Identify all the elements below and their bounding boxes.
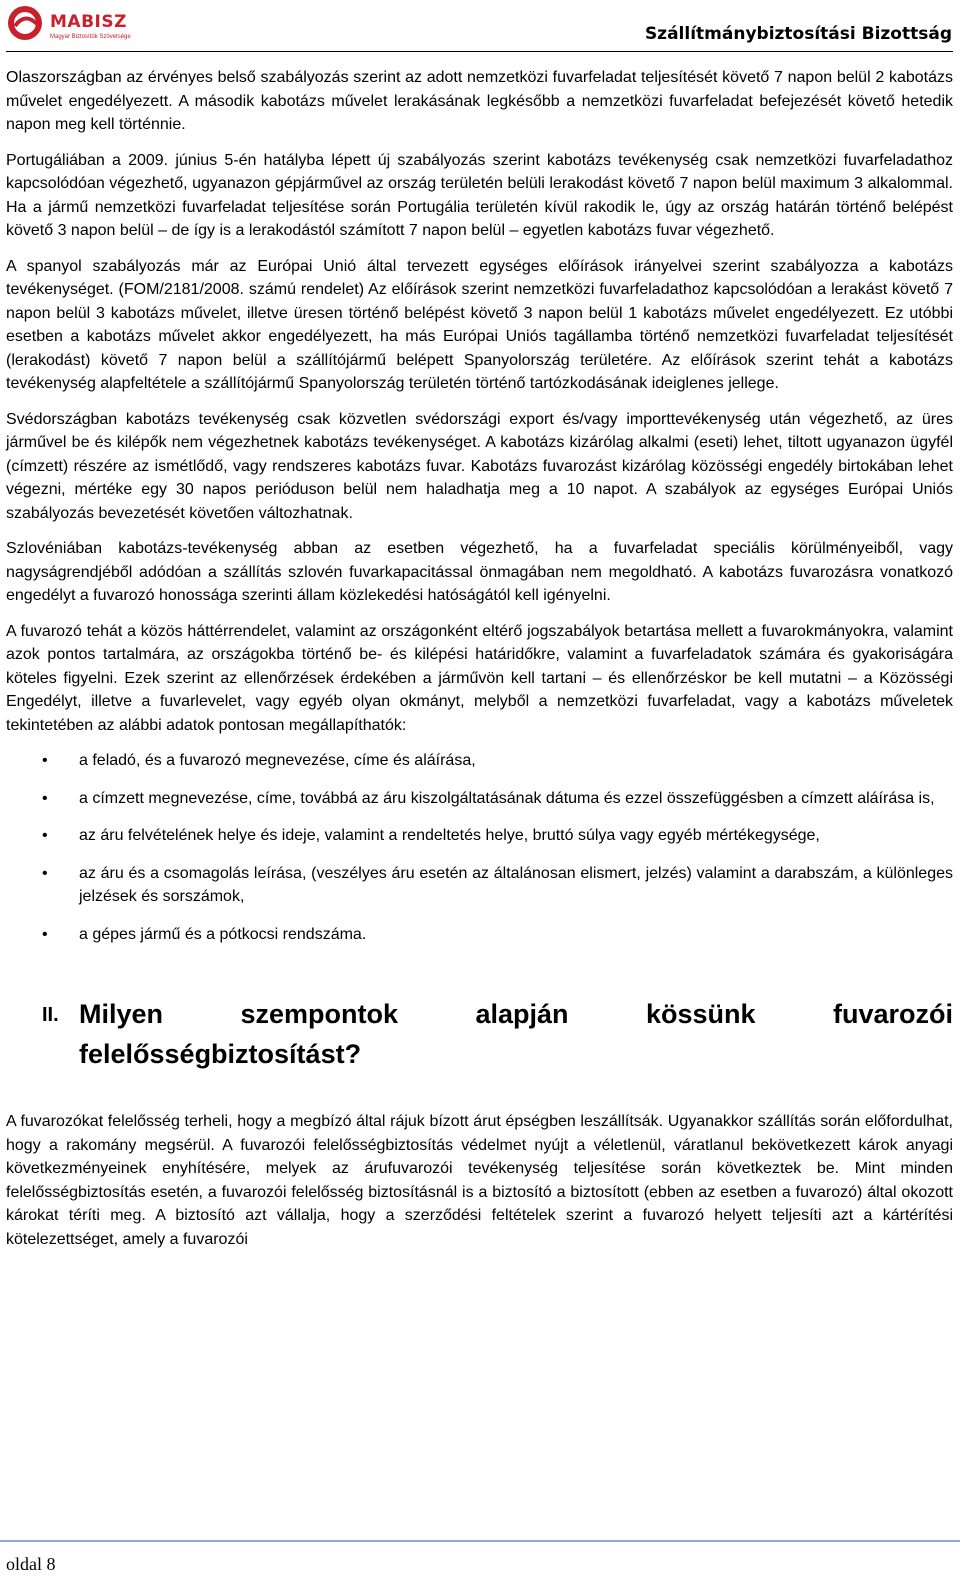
page-header <box>0 0 960 60</box>
paragraph-liability: A fuvarozókat felelősség terheli, hogy a megbízó által rájuk bízott árut épségben leszállítsák. Ugyanakkor szállítás során előfordulhat, hogy a rakomány megsérül. A fuvarozói felelősségbiztosítás védelmet nyújt a véletlenül, váratlanul bekövetkezett károk anyagi következményeinek enyhítésére, melyek az árufuvarozói tevékenység teljesítése során következtek be. Mint minden felelősségbiztosítás esetén, a fuvarozói felelősség biztosításnál is a biztosító a biztosított (ebben az esetben a fuvarozó) által okozott károkat téríti meg. A biztosító azt vállalja, hogy a szerződési feltételek szerint a fuvarozó helyett teljesíti azt a kártérítési kötelezettséget, amely a fuvarozói <box>6 1113 953 1248</box>
list-item-text: az áru és a csomagolás leírása, (veszélyes áru esetén az általánosan elismert, jelzés) valamint a darabszám, a különleges jelzések és sorszámok, <box>79 864 953 905</box>
header-divider <box>6 51 953 52</box>
list-item-text: az áru felvételének helye és ideje, valamint a rendeltetés helye, bruttó súlya vagy egyéb mértékegysége, <box>79 827 820 844</box>
section-number: II. <box>42 1004 59 1026</box>
paragraph-summary: A fuvarozó tehát a közös háttérrendelet, valamint az országonként eltérő jogszabályok betartása mellett a fuvarokmányokra, valamint azok pontos tartalmára, az országokba történő be- és kilépési határidőkre, valamint a fuvarfeladatok számára és gyakoriságára köteles figyelni. Ezek szerint az ellenőrzések érdekében a járművön kell tartani – és ellenőrzéskor be kell mutatni – a Közösségi Engedélyt, illetve a fuvarlevelet, vagy egyéb olyan okmányt, melyből a nemzetközi fuvarfeladat, vagy a kabotázs műveletek tekintetében az alábbi adatok pontosan megállapíthatók: <box>6 622 953 734</box>
list-item-text: a feladó, és a fuvarozó megnevezése, címe és aláírása, <box>79 752 476 769</box>
bullet-icon: • <box>42 864 48 882</box>
list-item <box>6 787 953 811</box>
mabisz-logo-icon <box>6 4 46 44</box>
section-title-line1: Milyen szempontok alapján kössünk fuvarozói <box>79 999 953 1029</box>
paragraph-portugal: Portugáliában a 2009. június 5-én hatályba lépett új szabályozás szerint kabotázs tevékenység csak nemzetközi fuvarfeladathoz kapcsolódóan végezhető, ugyanazon gépjárművel az ország területén belüli lerakodást követő 7 napon belül maximum 3 alkalommal. Ha a jármű nemzetközi fuvarfeladat teljesítése során Portugália területén kívül rakodik le, úgy az ország határán történő belépést követő 3 napon belül – de így is a lerakodástól számított 7 napon belül – egyetlen kabotázs fuvar végezhető. <box>6 151 953 239</box>
paragraph-italy: Olaszországban az érvényes belső szabályozás szerint az adott nemzetközi fuvarfeladat teljesítését követő 7 napon belül 2 kabotázs művelet engedélyezett. A második kabotázs művelet lerakásának legkésőbb a nemzetközi fuvarfeladat befejezését követő hetedik napon meg kell történnie. <box>6 69 953 133</box>
paragraph-spain: A spanyol szabályozás már az Európai Unió által tervezett egységes előírások irányelvei szerint szabályozza a kabotázs tevékenységet. (FOM/2181/2008. számú rendelet) Az előírások szerint nemzetközi fuvarfeladathoz kapcsolódóan a lerakást követő 7 napon belül 3 kabotázs művelet, illetve üresen történő belépést követő 3 napon belül 1 kabotázs művelet engedélyezett. Ez utóbbi esetben a kabotázs művelet akkor engedélyezett, ha más Európai Uniós tagállamba történő nemzetközi fuvarfeladat teljesítését (lerakodást) követő 7 napon belül a szállítójármű belépett Spanyolország területére. Az előírások szerint tehát a kabotázs tevékenység alapfeltétele a szállítójármű Spanyolország területén történő tartózkodásának ideiglenes jellege. <box>6 257 953 392</box>
footer-divider <box>0 1540 960 1542</box>
mabisz-logo <box>6 4 131 44</box>
list-item <box>6 862 953 909</box>
header-title: Szállítmánybiztosítási Bizottság <box>644 24 952 44</box>
list-item <box>6 923 953 947</box>
list-item-text: a címzett megnevezése, címe, továbbá az áru kiszolgáltatásának dátuma és ezzel összefüggésben a címzett aláírása is, <box>79 789 935 807</box>
list-item <box>6 749 953 773</box>
section-title <box>79 994 953 1074</box>
section-heading <box>6 994 953 1074</box>
section-title-line2: felelősségbiztosítást? <box>79 1039 362 1069</box>
paragraph-slovenia: Szlovéniában kabotázs-tevékenység abban az esetben végezhető, ha a fuvarfeladat speciális körülményeiből, vagy nagyságrendjéből adódóan a szállítás szlovén fuvarkapacitással önmagában nem megoldható. A kabotázs fuvarozásra vonatkozó engedélyt a fuvarozó honossága szerinti állam közlekedési hatóságától kell igényelni. <box>6 540 953 604</box>
list-item-text: a gépes jármű és a pótkocsi rendszáma. <box>79 925 367 943</box>
bullet-icon: • <box>42 827 48 844</box>
page-number: oldal 8 <box>6 1554 56 1574</box>
logo-subtitle: Magyar Biztosítók Szövetsége <box>50 34 131 40</box>
bullet-icon: • <box>42 752 48 769</box>
required-data-list <box>6 749 953 946</box>
bullet-icon: • <box>42 789 48 807</box>
bullet-icon: • <box>42 925 48 943</box>
document-body <box>6 66 953 1263</box>
paragraph-sweden: Svédországban kabotázs tevékenység csak közvetlen svédországi export és/vagy importtevékenység után végezhető, az üres járművel be és kilépők nem végezhetnek kabotázs tevékenységet. A kabotázs kizárólag alkalmi (eseti) lehet, tiltott ugyanazon ügyfél (címzett) részére az ismétlődő, vagy rendszeres kabotázs fuvar. Kabotázs fuvarozást kizárólag közösségi engedély birtokában lehet végezni, mértéke egy 30 napos perióduson belül nem haladhatja meg a 10 napot. A szabályok az egységes Európai Uniós szabályozás bevezetését követően változhatnak. <box>6 410 953 522</box>
logo-wordmark: MABISZ <box>50 12 127 32</box>
list-item <box>6 824 953 848</box>
